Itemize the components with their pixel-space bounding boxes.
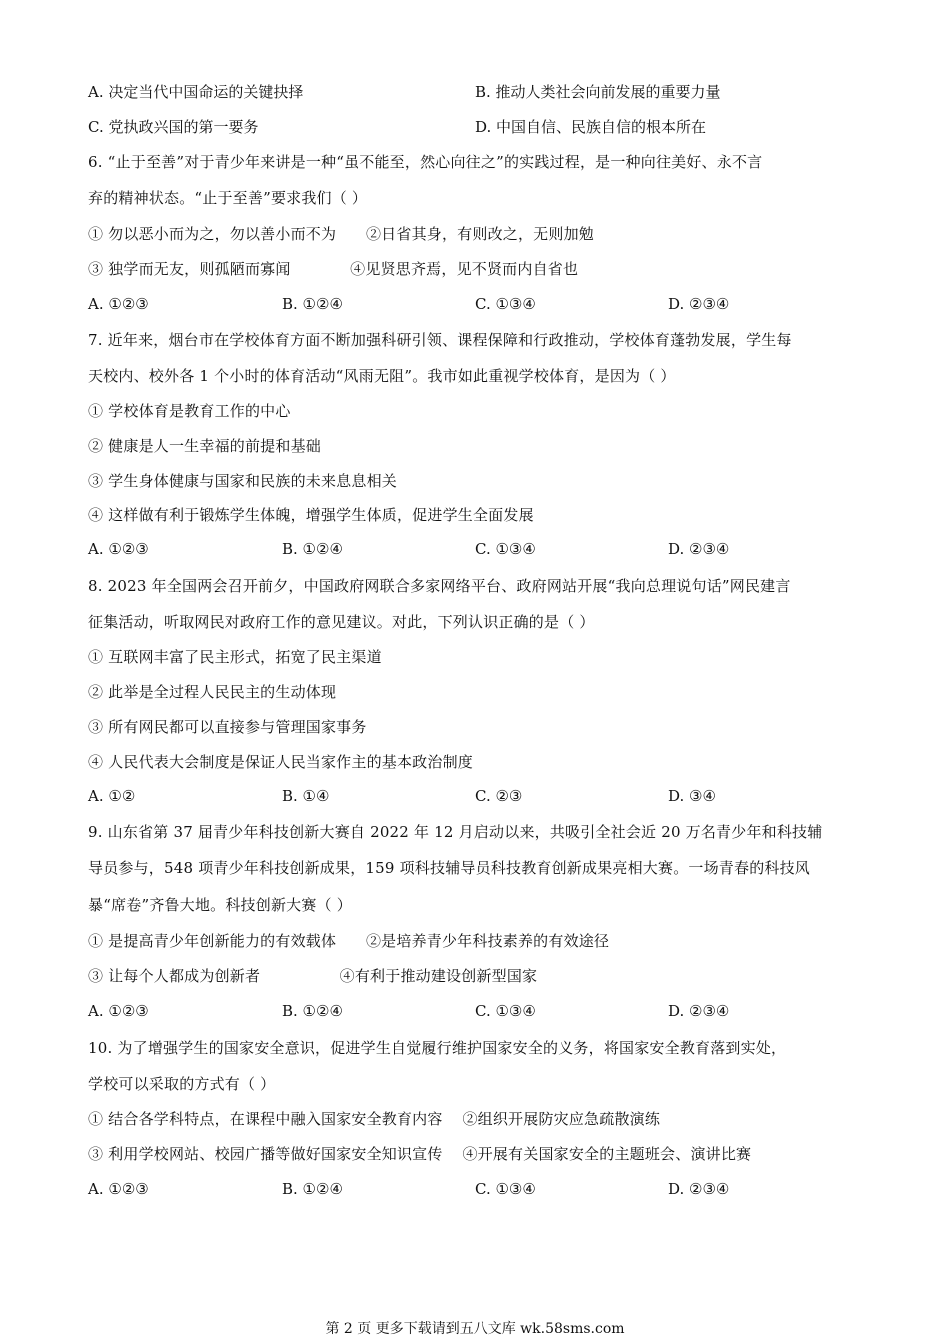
q10-statement-1: ① 结合各学科特点，在课程中融入国家安全教育内容 ②组织开展防灾应急疏散演练 [88,1110,661,1128]
q7-statement-1: ① 学校体育是教育工作的中心 [88,402,291,420]
q7-statement-2: ② 健康是人一生幸福的前提和基础 [88,437,321,455]
q7-option-c: C. ①③④ [475,540,536,558]
q6-stem-line-1: 6. “止于至善”对于青少年来讲是一种“虽不能至，然心向往之”的实践过程，是一种向往美好、永不言 [88,153,763,171]
q7-option-b: B. ①②④ [282,540,343,558]
q9-statement-1: ① 是提高青少年创新能力的有效载体 ②是培养青少年科技素养的有效途径 [88,932,610,950]
q9-stem-line-1: 9. 山东省第 37 届青少年科技创新大赛自 2022 年 12 月启动以来，共吸引全社会近 20 万名青少年和科技辅 [88,823,823,841]
q9-statement-2: ③ 让每个人都成为创新者 ④有利于推动建设创新型国家 [88,967,538,985]
q10-option-d: D. ②③④ [668,1180,730,1198]
q6-option-c: C. ①③④ [475,295,536,313]
q7-option-d: D. ②③④ [668,540,730,558]
page-footer: 第 2 页 更多下载请到五八文库 wk.58sms.com [325,1321,625,1337]
q7-stem-line-1: 7. 近年来，烟台市在学校体育方面不断加强科研引领、课程保障和行政推动，学校体育蓬勃发展，学生每 [88,331,792,349]
q8-option-c: C. ②③ [475,787,523,805]
q5-option-c: C. 党执政兴国的第一要务 [88,118,259,136]
q10-option-a: A. ①②③ [88,1180,149,1198]
q8-stem-line-1: 8. 2023 年全国两会召开前夕，中国政府网联合多家网络平台、政府网站开展“我向总理说句话”网民建言 [88,577,791,595]
q10-stem-line-1: 10. 为了增强学生的国家安全意识，促进学生自觉履行维护国家安全的义务，将国家安全教育落到实处， [88,1039,787,1057]
q6-stem-line-2: 弃的精神状态。“止于至善”要求我们（ ） [88,189,368,207]
q8-statement-2: ② 此举是全过程人民民主的生动体现 [88,683,337,701]
q9-option-d: D. ②③④ [668,1002,730,1020]
q8-stem-line-2: 征集活动，听取网民对政府工作的意见建议。对此，下列认识正确的是（ ） [88,613,595,631]
q7-option-a: A. ①②③ [88,540,149,558]
q5-option-d: D. 中国自信、民族自信的根本所在 [475,118,707,136]
q6-option-b: B. ①②④ [282,295,343,313]
q5-option-a: A. 决定当代中国命运的关键抉择 [88,83,304,101]
q9-option-a: A. ①②③ [88,1002,149,1020]
q9-option-b: B. ①②④ [282,1002,343,1020]
q8-option-b: B. ①④ [282,787,330,805]
q6-option-d: D. ②③④ [668,295,730,313]
q10-stem-line-2: 学校可以采取的方式有（ ） [88,1075,276,1093]
q9-stem-line-2: 导员参与，548 项青少年科技创新成果，159 项科技辅导员科技教育创新成果亮相大赛。一场青春的科技风 [88,859,811,877]
q5-option-b: B. 推动人类社会向前发展的重要力量 [475,83,721,101]
q9-option-c: C. ①③④ [475,1002,536,1020]
q8-statement-1: ① 互联网丰富了民主形式，拓宽了民主渠道 [88,648,382,666]
q6-option-a: A. ①②③ [88,295,149,313]
q7-statement-3: ③ 学生身体健康与国家和民族的未来息息相关 [88,472,397,490]
q9-stem-line-3: 暴“席卷”齐鲁大地。科技创新大赛（ ） [88,896,352,914]
q10-option-b: B. ①②④ [282,1180,343,1198]
q6-statement-1: ① 勿以恶小而为之，勿以善小而不为 ②日省其身，有则改之，无则加勉 [88,225,594,243]
q8-statement-4: ④ 人民代表大会制度是保证人民当家作主的基本政治制度 [88,753,473,771]
q10-option-c: C. ①③④ [475,1180,536,1198]
q8-option-d: D. ③④ [668,787,716,805]
q6-statement-2: ③ 独学而无友，则孤陋而寡闻 ④见贤思齐焉，见不贤而内自省也 [88,260,579,278]
q8-statement-3: ③ 所有网民都可以直接参与管理国家事务 [88,718,367,736]
q7-statement-4: ④ 这样做有利于锻炼学生体魄，增强学生体质，促进学生全面发展 [88,506,534,524]
q7-stem-line-2: 天校内、校外各 1 个小时的体育活动“风雨无阻”。我市如此重视学校体育，是因为（ ） [88,367,676,385]
q8-option-a: A. ①② [88,787,136,805]
q10-statement-2: ③ 利用学校网站、校园广播等做好国家安全知识宣传 ④开展有关国家安全的主题班会、演讲比赛 [88,1145,752,1163]
